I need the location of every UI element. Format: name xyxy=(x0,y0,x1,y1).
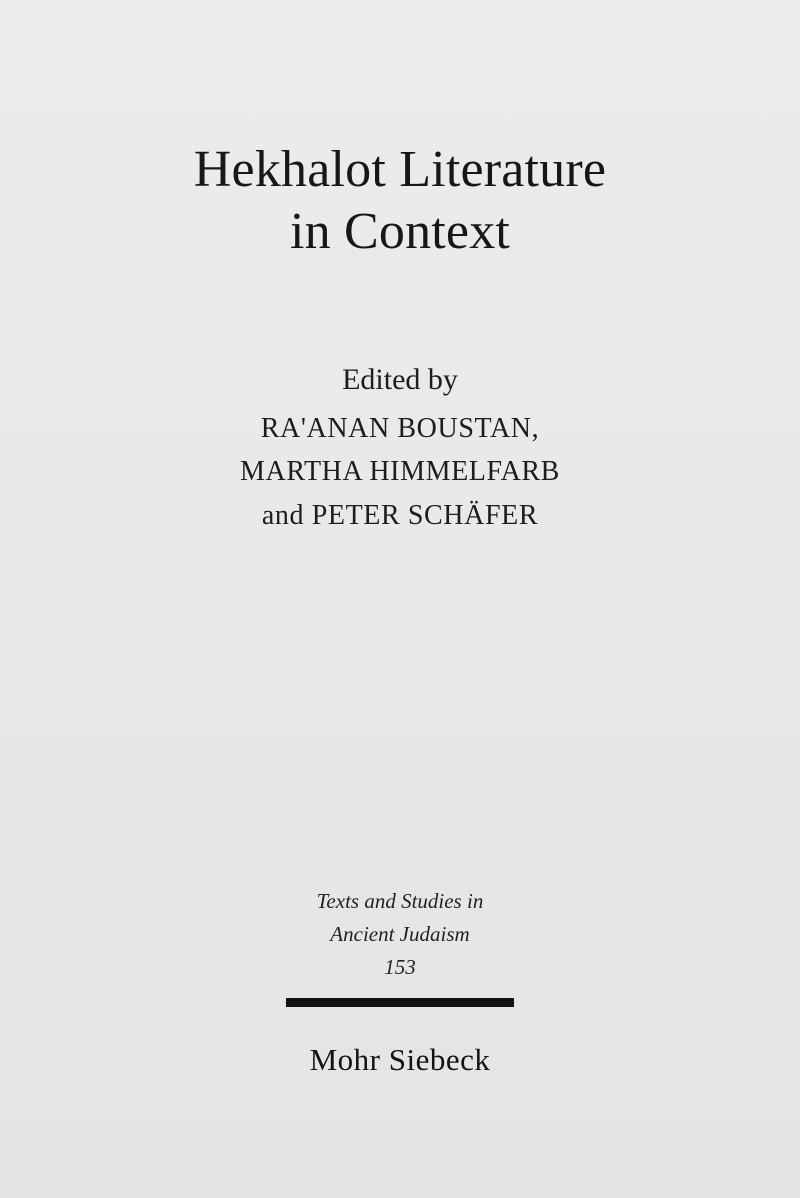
publisher-name: Mohr Siebeck xyxy=(309,1042,491,1077)
editor-name-1: RA'ANAN BOUSTAN, xyxy=(260,413,540,444)
book-title-line-1: Hekhalot Literature xyxy=(193,141,607,198)
series-number: 153 xyxy=(384,955,416,980)
divider-rule xyxy=(286,998,514,1007)
book-title-line-2: in Context xyxy=(289,202,511,260)
series-title-line-1: Texts and Studies in xyxy=(316,889,484,913)
editors-block xyxy=(0,360,800,537)
series-title-line-2: Ancient Judaism xyxy=(330,921,470,946)
editor-name-3: and PETER SCHÄFER xyxy=(261,499,539,531)
series-block xyxy=(0,885,800,1007)
edited-by-label: Edited by xyxy=(342,363,458,396)
editor-name-2: MARTHA HIMMELFARB xyxy=(240,456,560,488)
title-block xyxy=(0,140,800,262)
